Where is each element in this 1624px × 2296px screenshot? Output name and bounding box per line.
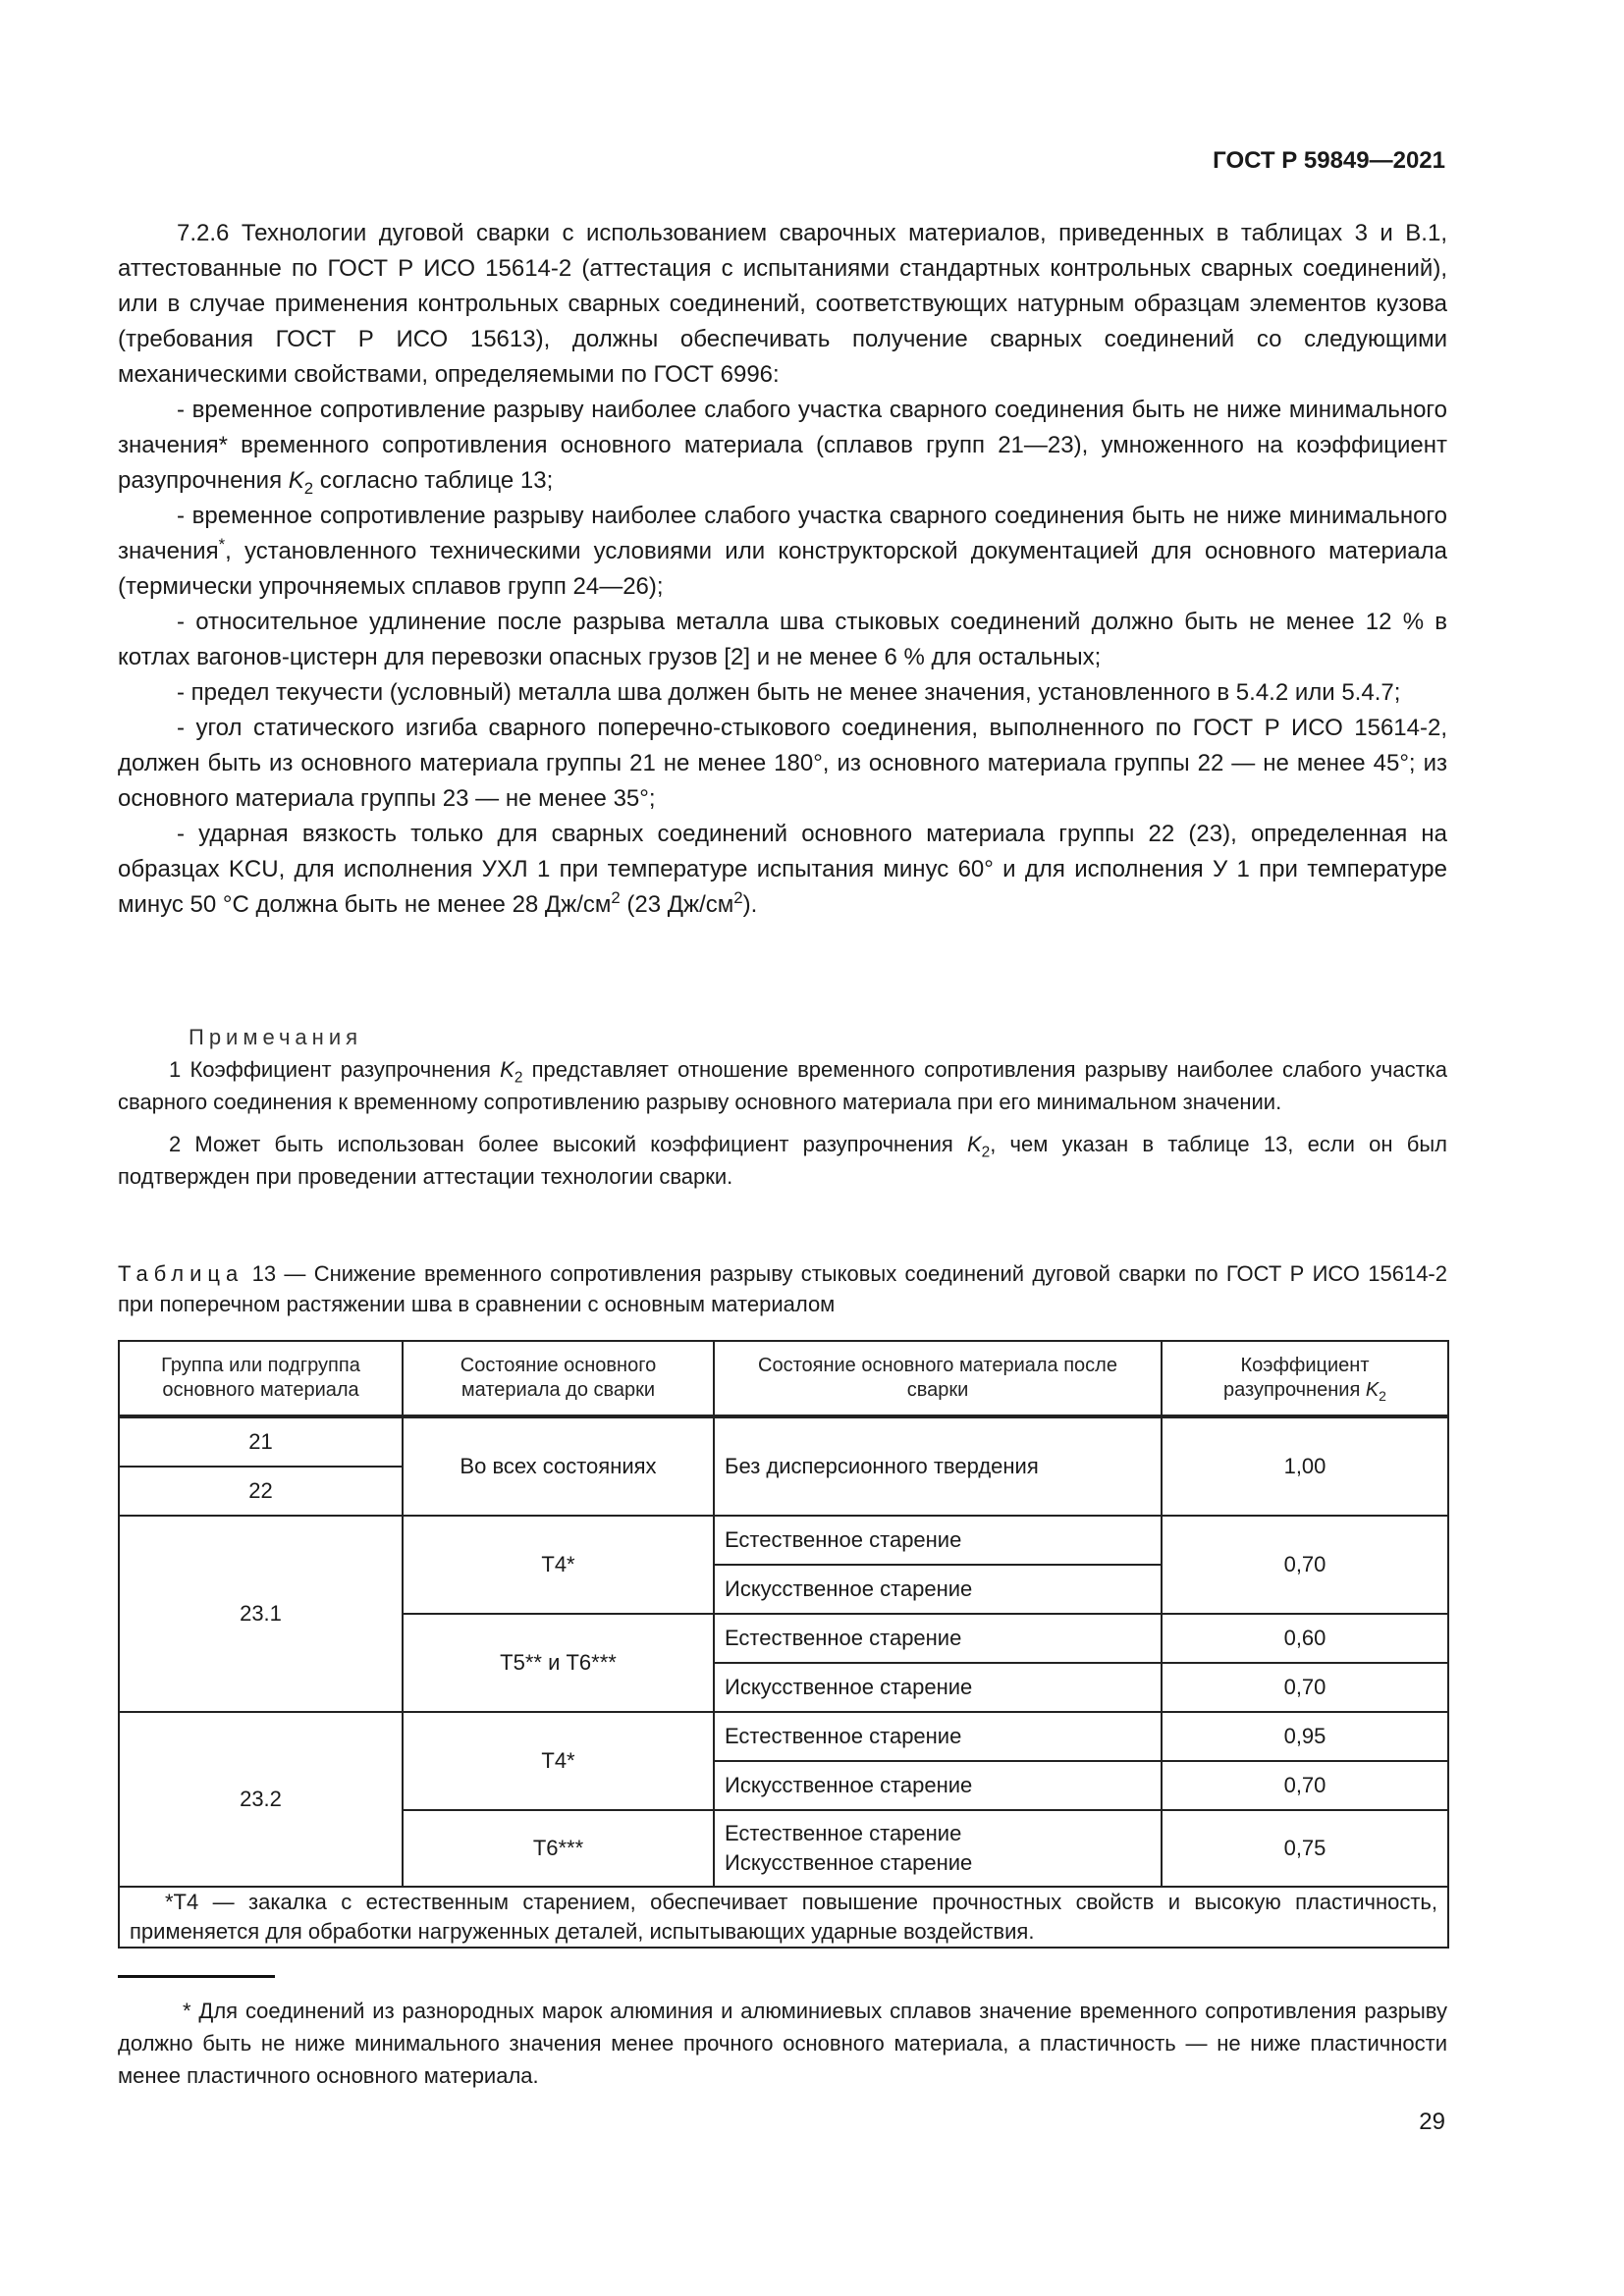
requirement-yield-strength: - предел текучести (условный) металла шва должен быть не менее значения, установленного в 5.4.2 или 5.4.7; bbox=[177, 679, 1401, 706]
group-cell: 22 bbox=[119, 1467, 403, 1516]
table-row bbox=[119, 1416, 1448, 1467]
state-after-cell: Естественное старение bbox=[714, 1516, 1162, 1565]
main-text bbox=[118, 216, 1447, 923]
header-coefficient: Коэффициент разупрочнения $K_2$ bbox=[1162, 1341, 1448, 1416]
group-cell: 23.1 bbox=[119, 1516, 403, 1712]
state-before-cell: Во всех состояниях bbox=[403, 1416, 714, 1516]
coefficient-cell: 0,75 bbox=[1162, 1810, 1448, 1887]
note-2: 2 Может быть использован более высокий коэффициент разупрочнения $K_2$, чем указан в таблице 13, если он был подтвержден при проведении аттестации технологии сварки. bbox=[118, 1132, 1447, 1189]
state-before-cell: Т4* bbox=[403, 1712, 714, 1810]
note-1: 1 Коэффициент разупрочнения $K_2$ представляет отношение временного сопротивления разрыву наиболее слабого участка сварного соединения к временному сопротивлению разрыву основного материала при его минимальном значении. bbox=[118, 1057, 1447, 1114]
state-after-cell: Естественное старение Искусственное старение bbox=[714, 1810, 1162, 1887]
coefficient-cell: 0,70 bbox=[1162, 1516, 1448, 1614]
table-row bbox=[119, 1516, 1448, 1565]
coefficient-cell: 0,70 bbox=[1162, 1761, 1448, 1810]
page-footnote: * Для соединений из разнородных марок алюминия и алюминиевых сплавов значение временного сопротивления разрыву должно быть не ниже минимального значения менее прочного основного материала, а пластичность — не ниже пластичности менее пластичного основного материала. bbox=[118, 1999, 1447, 2088]
table-13 bbox=[118, 1340, 1449, 1949]
header-state-before: Состояние основного материала до сварки bbox=[403, 1341, 714, 1416]
state-before-cell: Т4* bbox=[403, 1516, 714, 1614]
state-after-cell: Естественное старение bbox=[714, 1614, 1162, 1663]
notes-heading: Примечания bbox=[189, 1025, 363, 1049]
group-cell: 21 bbox=[119, 1416, 403, 1467]
requirement-impact-toughness: - ударная вязкость только для сварных соединений основного материала группы 22 (23), определенная на образцах KCU, для исполнения УХЛ 1 при температуре испытания минус 60° и для исполнения У 1 при температуре минус 50 °С должна быть не менее 28 $Дж/см^2$ (23 $Дж/см^2$). bbox=[118, 821, 1447, 918]
state-before-cell: Т5** и Т6*** bbox=[403, 1614, 714, 1712]
state-after-cell: Искусственное старение bbox=[714, 1663, 1162, 1712]
table-row bbox=[119, 1712, 1448, 1761]
state-before-cell: Т6*** bbox=[403, 1810, 714, 1887]
table-footnote: *Т4 — закалка с естественным старением, обеспечивает повышение прочностных свойств и высокую пластичность, применяется для обработки нагруженных деталей, испытывающих ударные воздействия. bbox=[119, 1887, 1448, 1948]
group-cell: 23.2 bbox=[119, 1712, 403, 1887]
coefficient-cell: 1,00 bbox=[1162, 1416, 1448, 1516]
paragraph-7-2-6: 7.2.6 Технологии дуговой сварки с использованием сварочных материалов, приведенных в таблицах 3 и В.1, аттестованные по ГОСТ Р ИСО 15614-2 (аттестация с испытаниями стандартных контрольных сварных соединений), или в случае применения контрольных сварных соединений, соответствующих натурным образцам элементов кузова (требования ГОСТ Р ИСО 15613), должны обеспечивать получение сварных соединений со следующими механическими свойствами, определяемыми по ГОСТ 6996: bbox=[118, 220, 1447, 388]
footnote-rule bbox=[118, 1975, 275, 1978]
table-header-row bbox=[119, 1341, 1448, 1416]
coefficient-cell: 0,70 bbox=[1162, 1663, 1448, 1712]
header-state-after: Состояние основного материала после сварки bbox=[714, 1341, 1162, 1416]
requirement-tensile-strength: - временное сопротивление разрыву наиболее слабого участка сварного соединения быть не ниже минимального значения* временного сопротивления основного материала (сплавов групп 21—23), умноженного на коэффициент разупрочнения $K_2$ согласно таблице 13; bbox=[118, 397, 1447, 498]
page-number: 29 bbox=[1419, 2109, 1445, 2135]
notes bbox=[118, 1021, 1447, 1193]
coefficient-cell: 0,60 bbox=[1162, 1614, 1448, 1663]
requirement-bend-angle: - угол статического изгиба сварного поперечно-стыкового соединения, выполненного по ГОСТ Р ИСО 15614-2, должен быть из основного материала группы 21 не менее 180°, из основного материала группы 22 — не менее 45°; из основного материала группы 23 — не менее 35°; bbox=[118, 715, 1447, 812]
table-caption: Таблица 13 — Снижение временного сопротивления разрыву стыковых соединений дуговой сварки по ГОСТ Р ИСО 15614-2 при поперечном растяжении шва в сравнении с основным материалом bbox=[118, 1261, 1447, 1316]
state-after-cell: Без дисперсионного твердения bbox=[714, 1416, 1162, 1516]
requirement-tensile-heat-treated: - временное сопротивление разрыву наиболее слабого участка сварного соединения быть не ниже минимального значения*, установленного техническими условиями или конструкторской документацией для основного материала (термически упрочняемых сплавов групп 24—26); bbox=[118, 503, 1447, 600]
document-id-header: ГОСТ Р 59849—2021 bbox=[1213, 147, 1445, 174]
coefficient-cell: 0,95 bbox=[1162, 1712, 1448, 1761]
state-after-cell: Искусственное старение bbox=[714, 1565, 1162, 1614]
requirement-elongation: - относительное удлинение после разрыва металла шва стыковых соединений должно быть не менее 12 % в котлах вагонов-цистерн для перевозки опасных грузов [2] и не менее 6 % для остальных; bbox=[118, 609, 1447, 670]
header-group: Группа или подгруппа основного материала bbox=[119, 1341, 403, 1416]
state-after-cell: Естественное старение bbox=[714, 1712, 1162, 1761]
table-footnote-row bbox=[119, 1887, 1448, 1948]
state-after-cell: Искусственное старение bbox=[714, 1761, 1162, 1810]
